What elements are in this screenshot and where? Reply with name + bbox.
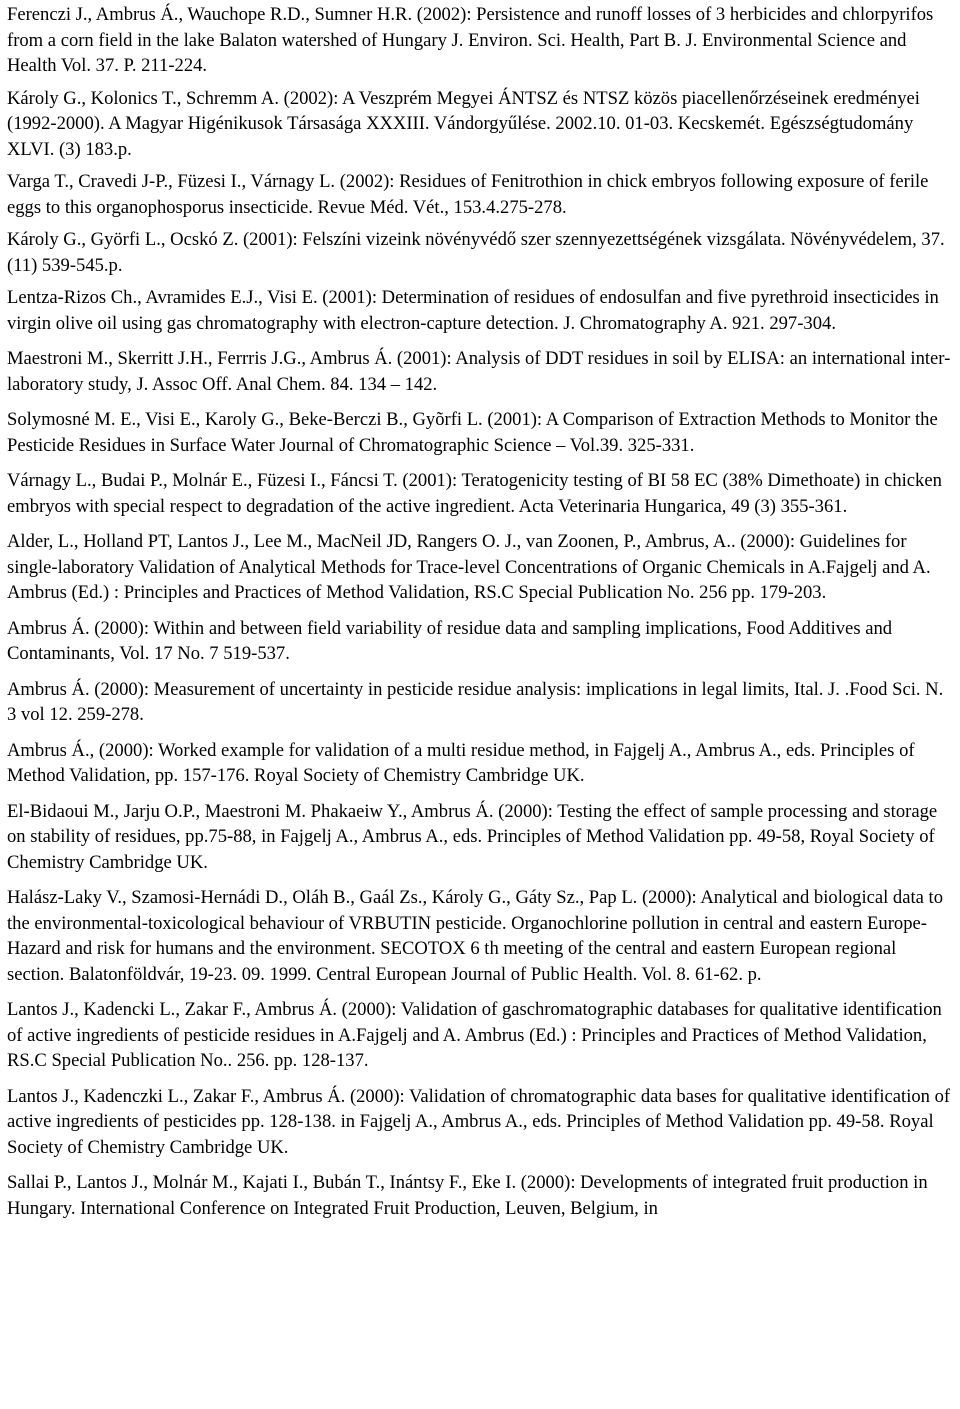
reference-varga-2002: Varga T., Cravedi J-P., Füzesi I., Várnagy L. (2002): Residues of Fenitrothion in chick embryos following exposure of ferile eggs to this organophosporus insecticide. Revue Méd. Vét., 153.4.275-278. (7, 171, 929, 218)
reference-ambrus-2000-uncertainty: Ambrus Á. (2000): Measurement of uncertainty in pesticide residue analysis: implications in legal limits, Ital. J. .Food Sci. N. 3 vol 12. 259-278. (7, 678, 944, 725)
reference-ambrus-2000-worked-example: Ambrus Á., (2000): Worked example for validation of a multi residue method, in Fajgelj A., Ambrus A., eds. Principles of Method Validation, pp. 157-176. Royal Society of Chemistry Cambridge UK. (7, 739, 915, 786)
reference-list (7, 2, 957, 1231)
reference-alder-2000: Alder, L., Holland PT, Lantos J., Lee M., MacNeil JD, Rangers O. J., van Zoonen, P., Ambrus, A.. (2000): Guidelines for single-laboratory Validation of Analytical Methods for Trace-level Concentrations of Organic Chemicals in A.Fajgelj and A. Ambrus (Ed.) : Principles and Practices of Method Validation, RS.C Special Publication No. 256 pp. 179-203. (7, 531, 931, 603)
reference-lantos-2000-chromatographic: Lantos J., Kadenczki L., Zakar F., Ambrus Á. (2000): Validation of chromatographic data bases for qualitative identification of active ingredients of pesticides pp. 128-138. in Fajgelj A., Ambrus A., eds. Principles of Method Validation pp. 49-58. Royal Society of Chemistry Cambridge UK. (7, 1085, 951, 1158)
reference-karoly-2001: Károly G., Györfi L., Ocskó Z. (2001): Felszíni vizeink növényvédő szer szennyezettségének vizsgálata. Növényvédelem, 37. (11) 539-545.p. (7, 229, 945, 276)
reference-ferenczi-2002: Ferenczi J., Ambrus Á., Wauchope R.D., Sumner H.R. (2002): Persistence and runoff losses of 3 herbicides and chlorpyrifos from a corn field in the lake Balaton watershed of Hungary J. Environ. Sci. Health, Part B. J. Environmental Science and Health Vol. 37. P. 211-224. (7, 4, 934, 76)
reference-lentza-rizos-2001: Lentza-Rizos Ch., Avramides E.J., Visi E. (2001): Determination of residues of endosulfan and five pyrethroid insecticides in virgin olive oil using gas chromatography with electron-capture detection. J. Chromatography A. 921. 297-304. (7, 287, 939, 334)
reference-el-bidaoui-2000: El-Bidaoui M., Jarju O.P., Maestroni M. Phakaeiw Y., Ambrus Á. (2000): Testing the effect of sample processing and storage on stability of residues, pp.75-88, in Fajgelj A., Ambrus A., eds. Principles of Method Validation pp. 49-58, Royal Society of Chemistry Cambridge UK. (7, 800, 938, 873)
reference-solymosne-2001: Solymosné M. E., Visi E., Karoly G., Beke-Berczi B., Gyõrfi L. (2001): A Comparison of Extraction Methods to Monitor the Pesticide Residues in Surface Water Journal of Chromatographic Science – Vol.39. 325-331. (7, 409, 938, 456)
reference-ambrus-2000-variability: Ambrus Á. (2000): Within and between field variability of residue data and sampling implications, Food Additives and Contaminants, Vol. 17 No. 7 519-537. (7, 617, 893, 664)
reference-maestroni-2001: Maestroni M., Skerritt J.H., Ferrris J.G., Ambrus Á. (2001): Analysis of DDT residues in soil by ELISA: an international inter-laboratory study, J. Assoc Off. Anal Chem. 84. 134 – 142. (7, 348, 951, 395)
reference-karoly-2002: Károly G., Kolonics T., Schremm A. (2002): A Veszprém Megyei ÁNTSZ és NTSZ közös piacellenőrzéseinek eredményei (1992-2000). A Magyar Higénikusok Társasága XXXIII. Vándorgyűlése. 2002.10. 01-03. Kecskemét. Egészségtudomány XLVI. (3) 183.p. (7, 87, 920, 160)
reference-varnagy-2001: Várnagy L., Budai P., Molnár E., Füzesi I., Fáncsi T. (2001): Teratogenicity testing of BI 58 EC (38% Dimethoate) in chicken embryos with special respect to degradation of the active ingredient. Acta Veterinaria Hungarica, 49 (3) 355-361. (7, 470, 942, 517)
reference-sallai-2000: Sallai P., Lantos J., Molnár M., Kajati I., Bubán T., Inántsy F., Eke I. (2000): Developments of integrated fruit production in Hungary. International Conference on Integrated Fruit Production, Leuven, Belgium, in (7, 1172, 928, 1219)
reference-lantos-2000-gaschromatographic: Lantos J., Kadencki L., Zakar F., Ambrus Á. (2000): Validation of gaschromatographic databases for qualitative identification of active ingredients of pesticide residues in A.Fajgelj and A. Ambrus (Ed.) : Principles and Practices of Method Validation, RS.C Special Publication No.. 256. pp. 128-137. (7, 999, 942, 1071)
reference-halasz-laky-2000: Halász-Laky V., Szamosi-Hernádi D., Oláh B., Gaál Zs., Károly G., Gáty Sz., Pap L. (2000): Analytical and biological data to the environmental-toxicological behaviour of VRBUTIN pesticide. Organochlorine pollution in central and eastern Europe-Hazard and risk for humans and the environment. SECOTOX 6 th meeting of the central and eastern European regional section. Balatonföldvár, 19-23. 09. 1999. Central European Journal of Public Health. Vol. 8. 61-62. p. (7, 887, 944, 985)
